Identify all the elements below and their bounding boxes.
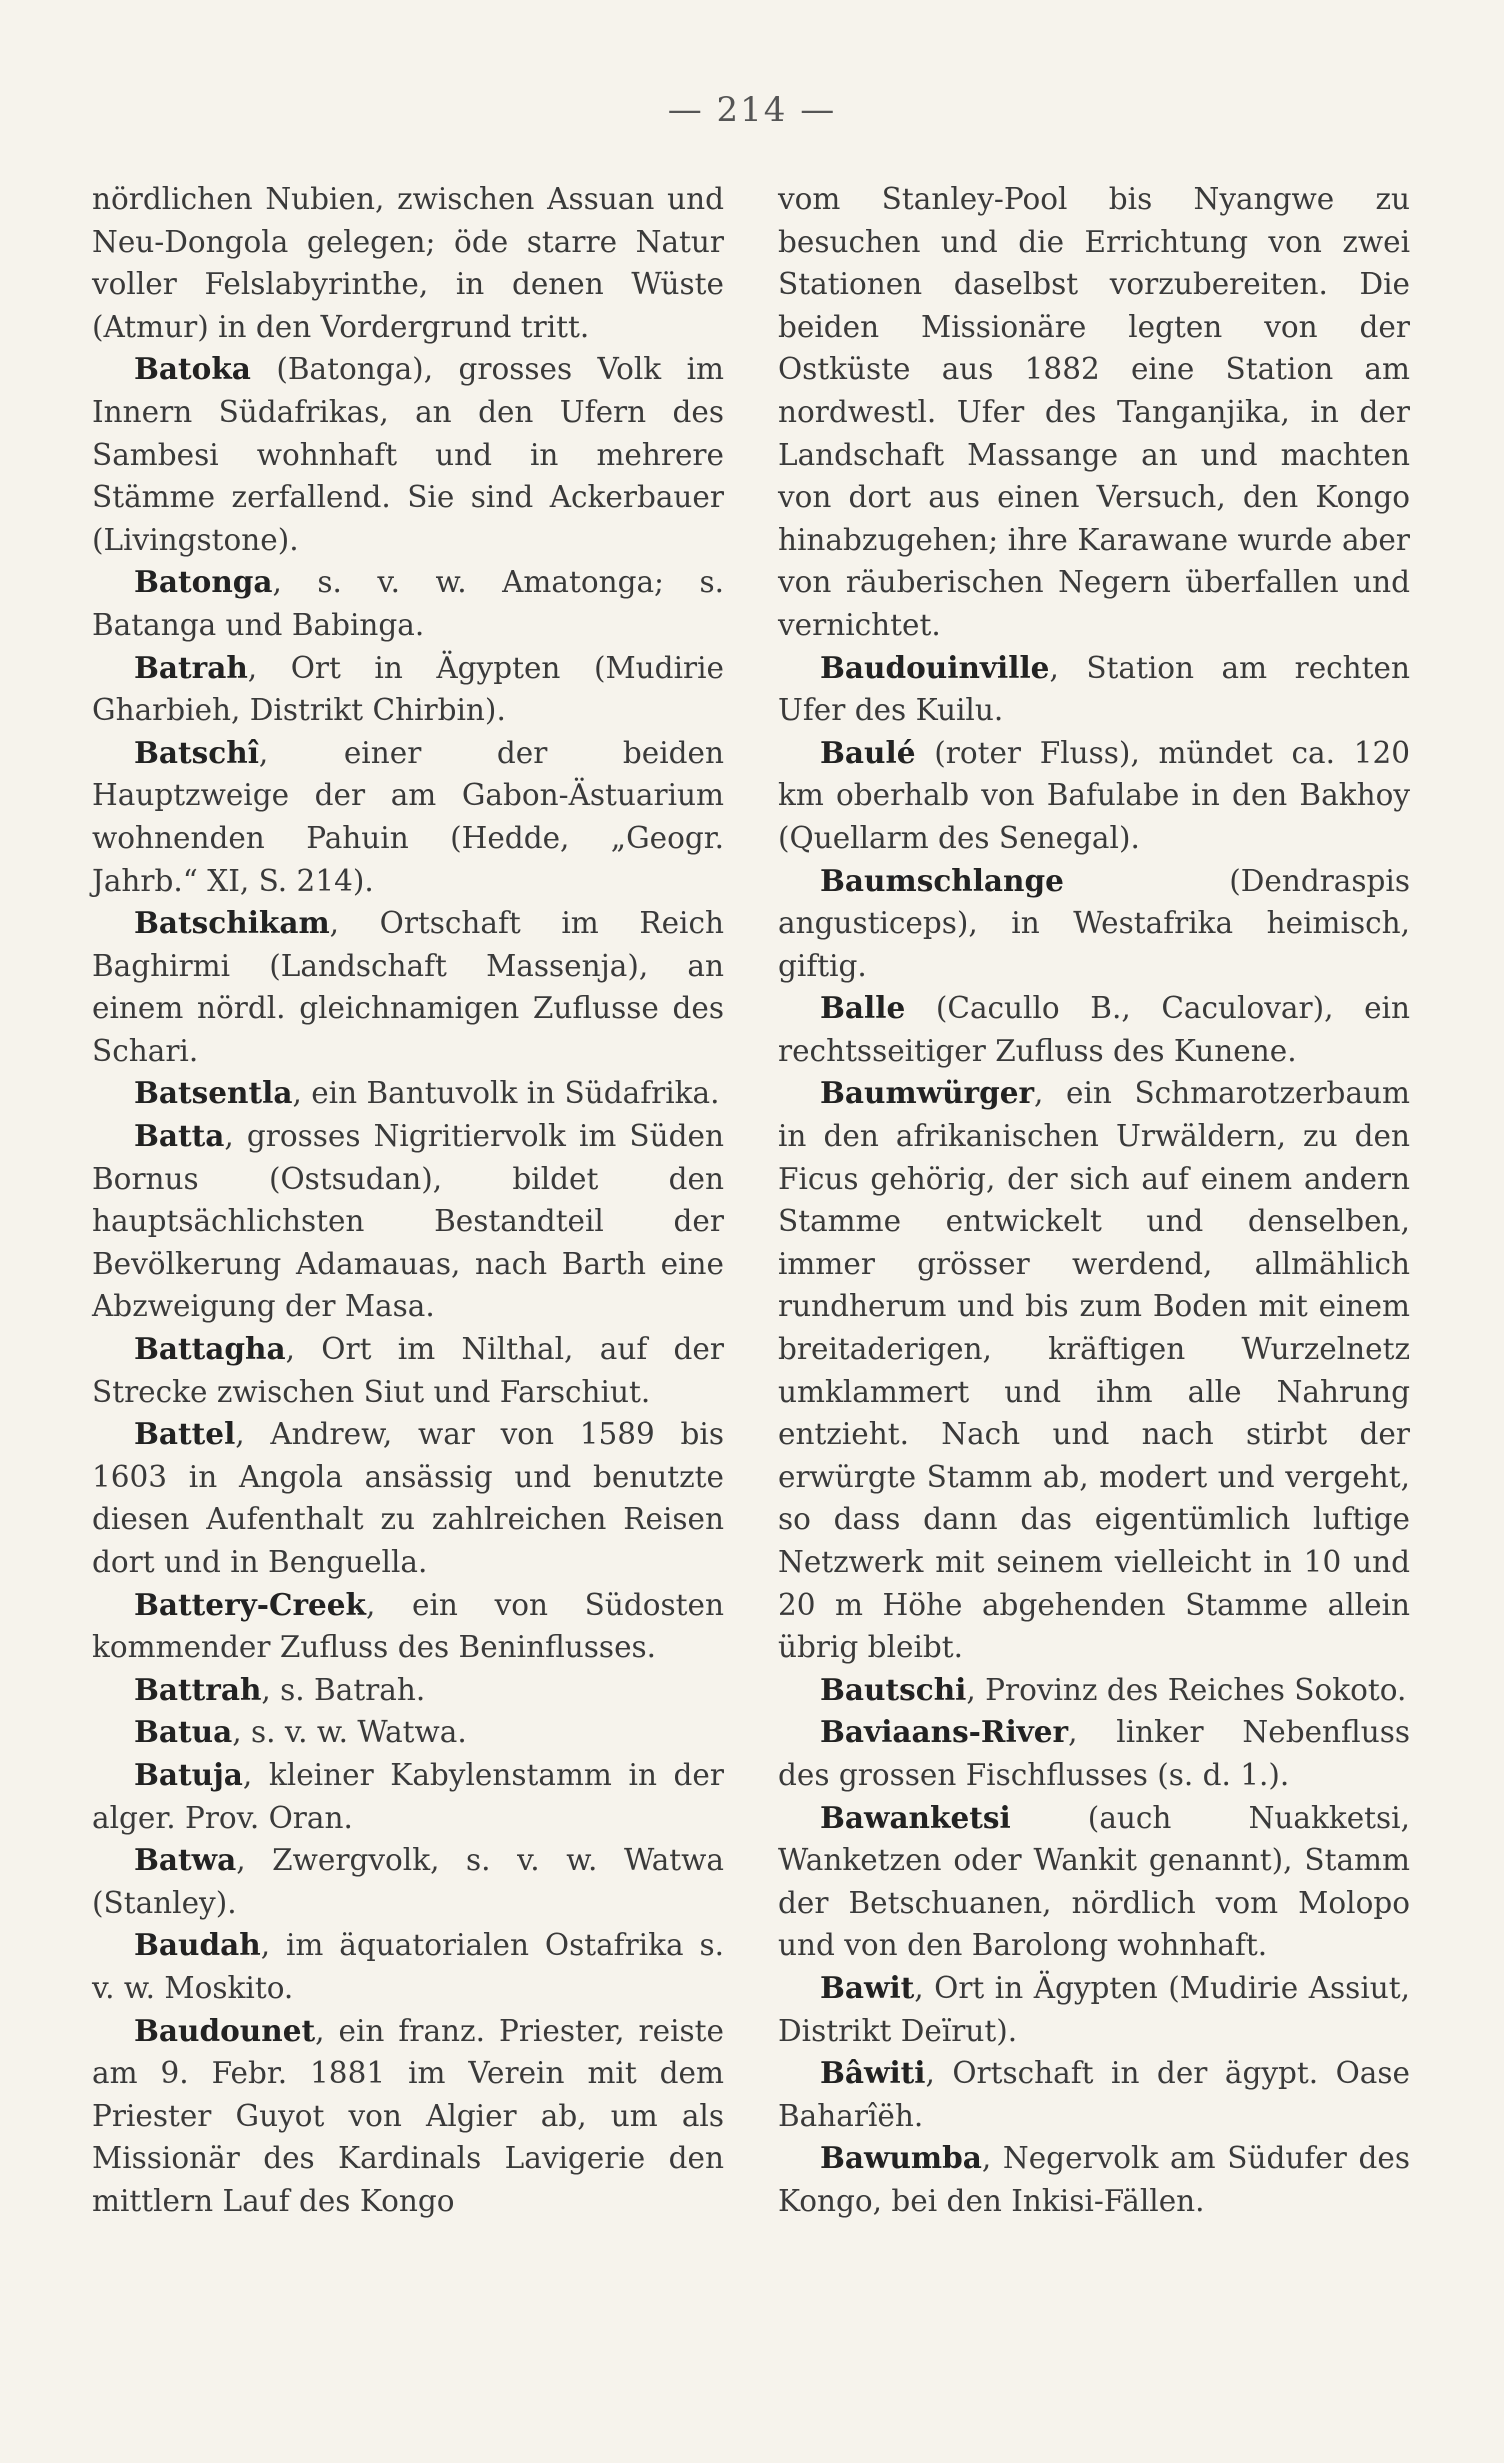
entry	[92, 178, 724, 348]
entry-lemma: Batrah	[134, 649, 248, 685]
entry-lemma: Baudouinville	[820, 649, 1050, 685]
entry	[92, 1115, 724, 1328]
entry-lemma: Baudounet	[134, 2012, 316, 2048]
entry-text: , grosses Nigritiervolk im Süden Bornus (Ostsudan), bildet den hauptsächlichsten Bestandteil der Bevölkerung Adamauas, nach Barth eine Abzweigung der Masa.	[92, 1119, 724, 1324]
entry-lemma: Batschî	[134, 734, 259, 770]
entry-lemma: Bawumba	[820, 2140, 982, 2176]
entry-text: , ein Schmarotzerbaum in den afrikanischen Urwäldern, zu den Ficus gehörig, der sich auf einem andern Stamme entwickelt und denselben, immer grösser werdend, allmählich rundherum und bis zum Boden mit einem breitaderigen, kräftigen Wurzelnetz umklammert und ihm alle Nahrung entzieht. Nach und nach stirbt der erwürgte Stamm ab, modert und vergeht, so dass dann das eigentümlich luftige Netzwerk mit seinem vielleicht in 10 und 20 m Höhe abgehenden Stamme allein übrig bleibt.	[778, 1076, 1410, 1665]
entry-text: , s. v. w. Watwa.	[232, 1715, 467, 1750]
entry-text: , Negervolk am Südufer des Kongo, bei den Inkisi-Fällen.	[778, 2141, 1410, 2218]
entry	[92, 1669, 724, 1712]
entry-text: , Ort in Ägypten (Mudirie Assiut, Distrikt Deïrut).	[778, 1970, 1410, 2048]
entry-lemma: Battel	[134, 1416, 236, 1452]
entry-lemma: Battery-Creek	[134, 1586, 366, 1622]
entry-lemma: Battagha	[134, 1331, 286, 1367]
entry-lemma: Baudah	[134, 1927, 261, 1963]
page-number: — 214 —	[667, 90, 837, 130]
entry-text: vom Stanley-Pool bis Nyangwe zu besuchen und die Errichtung von zwei Stationen daselbst vorzubereiten. Die beiden Missionäre legten von der Ostküste aus 1882 eine Station am nordwestl. Ufer des Tanganjika, in der Landschaft Massange an und machten von dort aus einen Versuch, den Kongo hinabzugehen; ihre Karawane wurde aber von räuberischen Negern überfallen und vernichtet.	[778, 182, 1410, 642]
entry-lemma: Battrah	[134, 1671, 262, 1707]
entry-lemma: Batonga	[134, 564, 273, 600]
entry	[92, 561, 724, 646]
entry	[778, 2052, 1410, 2137]
entry-text: (Cacullo B., Caculovar), ein rechtsseitiger Zufluss des Kunene.	[778, 991, 1410, 1068]
entry-lemma: Balle	[820, 990, 906, 1026]
entry-text: , ein franz. Priester, reiste am 9. Febr. 1881 im Verein mit dem Priester Guyot von Algier ab, um als Missionär des Kardinals Lavigerie den mittlern Lauf des Kongo	[92, 2013, 724, 2218]
entry-text: , kleiner Kabylenstamm in der alger. Prov. Oran.	[92, 1757, 724, 1835]
entry	[92, 2010, 724, 2223]
entry	[778, 1797, 1410, 1967]
entry-lemma: Bautschi	[820, 1671, 967, 1707]
entry	[92, 647, 724, 732]
entry-text: nördlichen Nubien, zwischen Assuan und Neu-Dongola gelegen; öde starre Natur voller Felslabyrinthe, in denen Wüste (Atmur) in den Vordergrund tritt.	[92, 182, 724, 344]
entry	[778, 987, 1410, 1072]
entry	[92, 1328, 724, 1413]
entry	[778, 732, 1410, 860]
entry-text: , Zwergvolk, s. v. w. Watwa (Stanley).	[92, 1843, 724, 1920]
entry-lemma: Batua	[134, 1714, 233, 1750]
entry-lemma: Baumwürger	[820, 1075, 1035, 1111]
entry	[778, 1669, 1410, 1712]
entry-lemma: Batoka	[134, 351, 251, 387]
entry-lemma: Batwa	[134, 1842, 237, 1878]
entry-text: , s. Batrah.	[261, 1672, 426, 1707]
entry	[92, 902, 724, 1072]
entry-text: , einer der beiden Hauptzweige der am Gabon-Ästuarium wohnenden Pahuin (Hedde, „Geogr. Jahrb.“ XI, S. 214).	[92, 735, 724, 898]
entry-text: , Ort in Ägypten (Mudirie Gharbieh, Distrikt Chirbin).	[92, 650, 724, 728]
entry	[92, 1413, 724, 1583]
entry-text: (Batonga), grosses Volk im Innern Südafrikas, an den Ufern des Sambesi wohnhaft und in mehrere Stämme zerfallend. Sie sind Ackerbauer (Livingstone).	[92, 352, 724, 557]
entry-lemma: Baulé	[820, 734, 916, 770]
entry-lemma: Batschikam	[134, 905, 330, 941]
entry	[778, 1072, 1410, 1668]
left-column	[92, 178, 724, 2223]
entry	[92, 1584, 724, 1669]
entry-lemma: Baviaans-River	[820, 1714, 1069, 1750]
entry	[92, 1839, 724, 1924]
entry-lemma: Bawit	[820, 1969, 915, 2005]
entry-lemma: Batuja	[134, 1756, 243, 1792]
entry-text: , s. v. w. Amatonga; s. Batanga und Babinga.	[92, 565, 724, 642]
entry-lemma: Batta	[134, 1118, 225, 1154]
entry-text: , ein von Südosten kommender Zufluss des Beninflusses.	[92, 1587, 724, 1665]
entry-text: , Andrew, war von 1589 bis 1603 in Angola ansässig und benutzte diesen Aufenthalt zu zahlreichen Reisen dort und in Benguella.	[92, 1417, 724, 1579]
entry-text: , Provinz des Reiches Sokoto.	[966, 1672, 1407, 1707]
entry-text: (roter Fluss), mündet ca. 120 km oberhalb von Bafulabe in den Bakhoy (Quellarm des Senegal).	[778, 735, 1410, 855]
entry-text: , ein Bantuvolk in Südafrika.	[292, 1076, 720, 1111]
entry	[92, 1711, 724, 1754]
entry-text: (auch Nuakketsi, Wanketzen oder Wankit genannt), Stamm der Betschuanen, nördlich vom Molopo und von den Barolong wohnhaft.	[778, 1800, 1410, 1963]
entry-text: , Ort im Nilthal, auf der Strecke zwischen Siut und Farschiut.	[92, 1332, 724, 1409]
entry-lemma: Baumschlange	[820, 862, 1064, 898]
entry	[778, 2137, 1410, 2222]
entry	[92, 1072, 724, 1115]
entry-text: , linker Nebenfluss des grossen Fischflusses (s. d. 1.).	[778, 1715, 1410, 1792]
entry-lemma: Bawanketsi	[820, 1799, 1011, 1835]
entry	[778, 647, 1410, 732]
entry-text: , Ortschaft im Reich Baghirmi (Landschaft Massenja), an einem nördl. gleichnamigen Zuflusse des Schari.	[92, 906, 724, 1068]
entry	[92, 348, 724, 561]
entry	[778, 860, 1410, 988]
entry-lemma: Batsentla	[134, 1075, 293, 1111]
entry	[92, 1754, 724, 1839]
entry	[92, 732, 724, 902]
entry-text: , im äquatorialen Ostafrika s. v. w. Moskito.	[92, 1928, 724, 2005]
entry	[778, 1967, 1410, 2052]
entry	[778, 178, 1410, 647]
entry-text: , Station am rechten Ufer des Kuilu.	[778, 650, 1410, 728]
entry-text: , Ortschaft in der ägypt. Oase Baharîëh.	[778, 2056, 1410, 2133]
entry-text: (Dendraspis angusticeps), in Westafrika heimisch, giftig.	[778, 863, 1410, 983]
entry-lemma: Bâwiti	[820, 2055, 926, 2091]
right-column	[778, 178, 1410, 2223]
entry	[778, 1711, 1410, 1796]
entry	[92, 1924, 724, 2009]
